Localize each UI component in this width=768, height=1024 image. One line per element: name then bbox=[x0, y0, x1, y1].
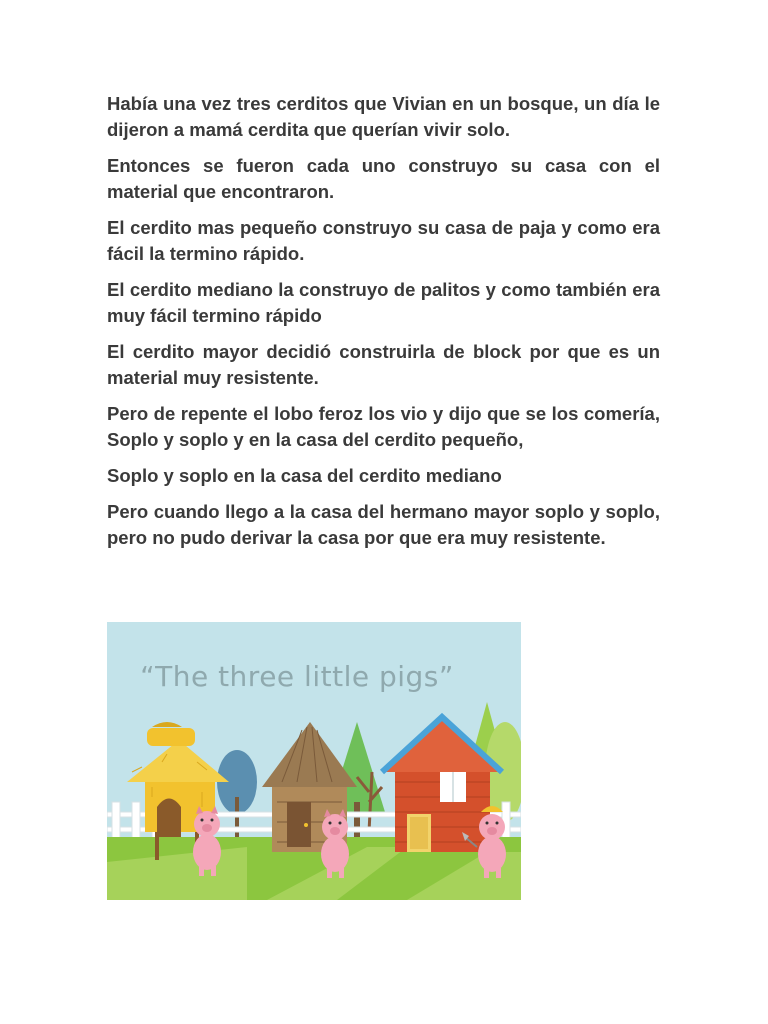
paragraph-3: El cerdito mas pequeño construyo su casa de paja y como era fácil la termino rápido. bbox=[107, 217, 660, 264]
paragraph-4: El cerdito mediano la construyo de palitos y como también era muy fácil termino rápido bbox=[107, 279, 660, 326]
paragraph-6: Pero de repente el lobo feroz los vio y dijo que se los comería, Soplo y soplo y en la casa del cerdito pequeño, bbox=[107, 403, 660, 450]
three-little-pigs-illustration bbox=[107, 622, 521, 900]
paragraph-7: Soplo y soplo en la casa del cerdito mediano bbox=[107, 465, 502, 486]
paragraph-5: El cerdito mayor decidió construirla de block por que es un material muy resistente. bbox=[107, 341, 660, 388]
paragraph-8: Pero cuando llego a la casa del hermano mayor soplo y soplo, pero no pudo derivar la casa por que era muy resistente. bbox=[107, 501, 660, 548]
illustration-title: “The three little pigs” bbox=[140, 660, 454, 693]
paragraph-1: Había una vez tres cerditos que Vivian en un bosque, un día le dijeron a mamá cerdita que querían vivir solo. bbox=[107, 93, 660, 140]
paragraph-2: Entonces se fueron cada uno construyo su casa con el material que encontraron. bbox=[107, 155, 660, 202]
story-text bbox=[107, 91, 660, 561]
